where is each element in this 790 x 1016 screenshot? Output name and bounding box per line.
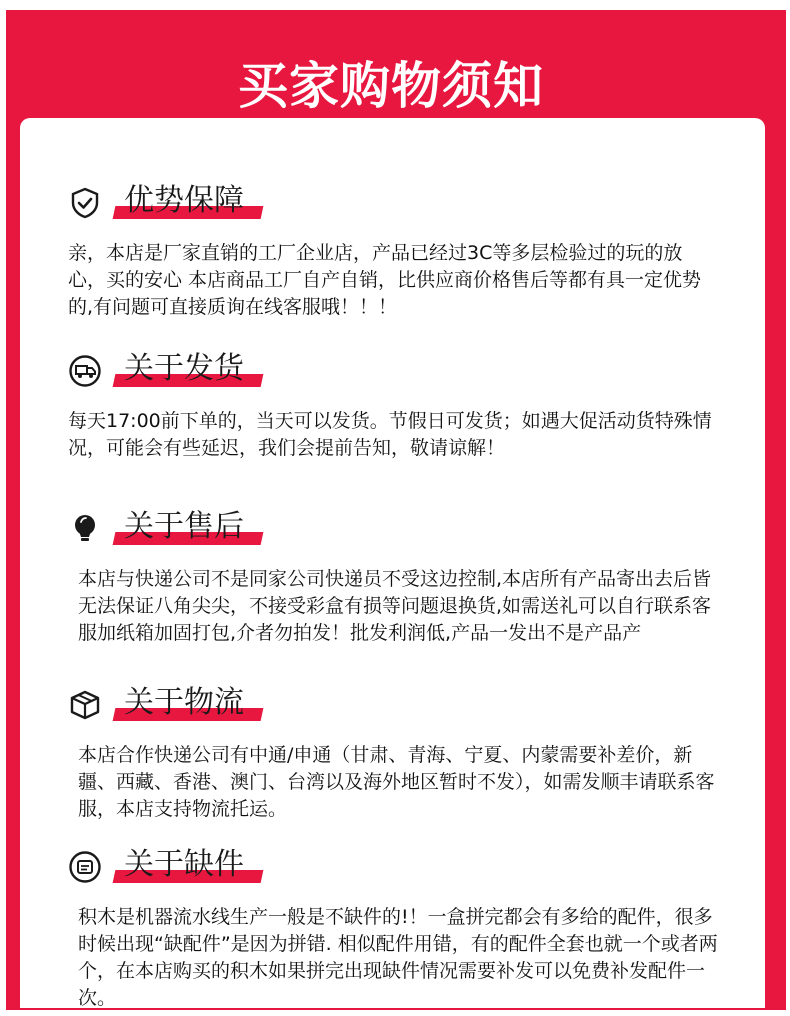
section-title: 优势保障 xyxy=(124,183,244,218)
shield-check-icon xyxy=(68,186,102,220)
section-body: 亲，本店是厂家直销的工厂企业店，产品已经过3C等多层检验过的玩的放心，买的安心 本店商品工厂自产自销，比供应商价格售后等都有具一定优势的,有问题可直接质询在线客服哦！！！ xyxy=(68,242,702,318)
section-title: 关于缺件 xyxy=(124,847,244,882)
section-title-wrap xyxy=(114,178,256,228)
page-title: 买家购物须知 xyxy=(238,57,544,115)
section-title-wrap xyxy=(114,842,256,892)
lightbulb-icon xyxy=(68,512,102,546)
delivery-truck-icon xyxy=(68,354,102,388)
red-frame xyxy=(6,10,786,1010)
section-title-wrap xyxy=(114,680,256,730)
section-body: 每天17:00前下单的，当天可以发货。节假日可发货；如遇大促活动货特殊情况，可能会有些延迟，我们会提前告知，敬请谅解！ xyxy=(68,410,712,459)
section-header xyxy=(68,504,308,554)
section-title-wrap xyxy=(114,346,256,396)
section-header xyxy=(68,680,308,730)
section-title: 关于发货 xyxy=(124,351,244,386)
section-header xyxy=(68,346,308,396)
section-header xyxy=(68,178,308,228)
section-title-wrap xyxy=(114,504,256,554)
section-body: 本店与快递公司不是同家公司快递员不受这边控制,本店所有产品寄出去后皆无法保证八角尖尖，不接受彩盒有损等问题退换货,如需送礼可以自行联系客服加纸箱加固打包,介者勿拍发！批发利润低,产品一发出不是产品产 xyxy=(78,568,712,644)
section-title: 关于售后 xyxy=(124,509,244,544)
section-header xyxy=(68,842,308,892)
section-body: 积木是机器流水线生产一般是不缺件的!！一盒拼完都会有多给的配件，很多时候出现“缺配件”是因为拼错. 相似配件用错，有的配件全套也就一个或者两个，在本店购买的积木如果拼完出现缺件情况需要补发可以免费补发配件一次。 xyxy=(78,906,718,1009)
missing-parts-icon xyxy=(68,850,102,884)
section-body: 本店合作快递公司有中通/申通（甘肃、青海、宁夏、内蒙需要补差价，新疆、西藏、香港、澳门、台湾以及海外地区暂时不发），如需发顺丰请联系客服，本店支持物流托运。 xyxy=(78,744,715,820)
package-box-icon xyxy=(68,688,102,722)
notice-panel xyxy=(20,118,765,1008)
section-title: 关于物流 xyxy=(124,685,244,720)
